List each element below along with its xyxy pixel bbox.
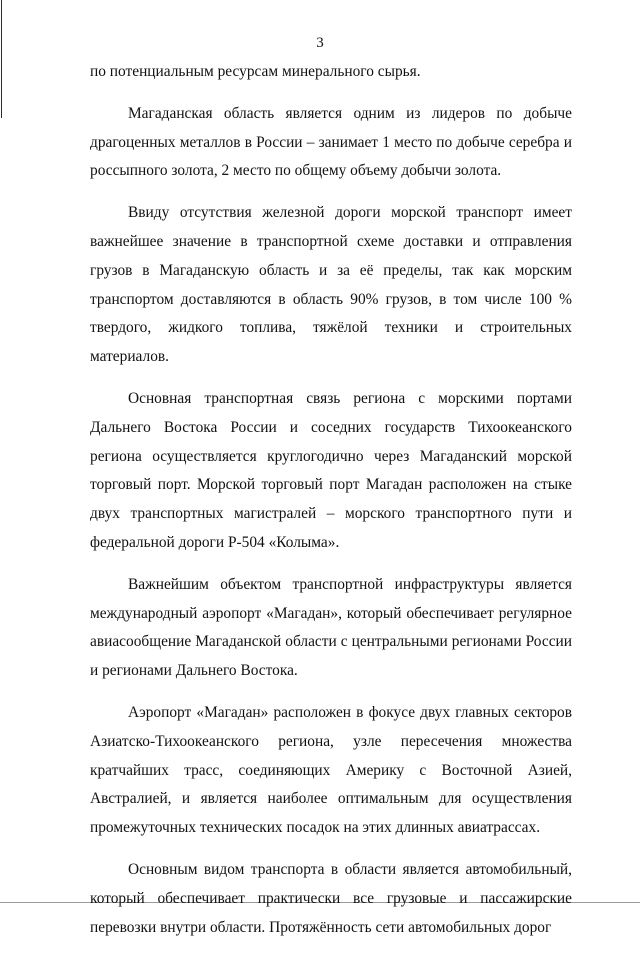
paragraph: Важнейшим объектом транспортной инфраструктуры является международный аэропорт «Магадан», который обеспечивает регулярное авиасообщение Магаданской области с центральными регионами России и регионами Дальнего Востока. [90,575,572,680]
paragraph: Основным видом транспорта в области является автомобильный, который обеспечивает практически все грузовые и пассажирские перевозки внутри области. Протяжённость сети автомобильных дорог [90,860,572,936]
paragraph: Ввиду отсутствия железной дороги морской транспорт имеет важнейшее значение в транспортной схеме доставки и отправления грузов в Магаданскую область и за её пределы, так как морским транспортом доставляются в область 90% грузов, в том числе 100 % твердого, жидкого топлива, тяжёлой техники и строительных материалов. [90,204,572,366]
paragraph: Магаданская область является одним из лидеров по добыче драгоценных металлов в России – занимает 1 место по добыче серебра и россыпного золота, 2 место по общему объему добычи золота. [90,104,572,180]
paragraph: Аэропорт «Магадан» расположен в фокусе двух главных секторов Азиатско-Тихоокеанского региона, узле пересечения множества кратчайших трасс, соединяющих Америку с Восточной Азией, Австралией, и является наиболее оптимальным для осуществления промежуточных технических посадок на этих длинных авиатрассах. [90,703,572,837]
scan-left-edge [1,0,2,118]
page-number: 3 [316,35,324,51]
paragraph-continuation: по потенциальным ресурсам минерального сырья. [90,63,421,80]
paragraph: Основная транспортная связь региона с морскими портами Дальнего Востока России и соседних государств Тихоокеанского региона осуществляется круглогодично через Магаданский морской торговый порт. Морской торговый порт Магадан расположен на стыке двух транспортных магистралей – морского транспортного пути и федеральной дороги Р-504 «Колыма». [90,389,572,551]
document-body [90,58,572,955]
